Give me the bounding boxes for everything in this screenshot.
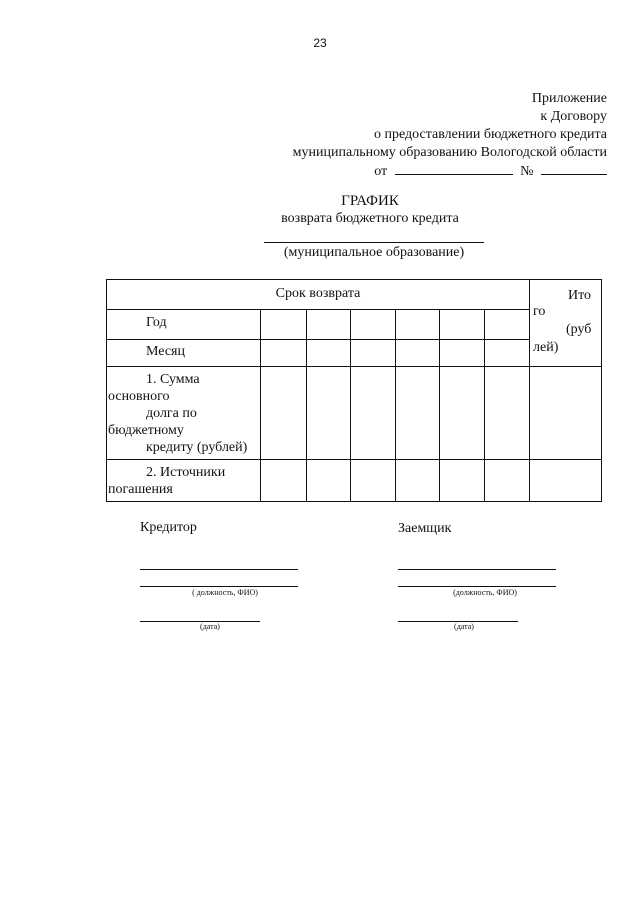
row-label-principal-4: бюджетному	[108, 423, 184, 438]
annex-block	[293, 90, 607, 181]
borrower-position-caption: (должность, ФИО)	[453, 588, 517, 597]
municipality-caption: (муниципальное образование)	[283, 245, 465, 260]
row-label-principal-5: кредиту (рублей)	[146, 440, 248, 455]
annex-line-2: к Договору	[540, 109, 607, 124]
municipality-blank-line	[264, 242, 484, 243]
table-border-left	[106, 279, 107, 502]
table-border-bottom	[106, 501, 602, 502]
table-line-below-month	[106, 366, 602, 367]
annex-line-1: Приложение	[531, 91, 607, 106]
creditor-signature-line	[140, 569, 298, 570]
header-repayment-term: Срок возврата	[275, 286, 361, 301]
creditor-date-caption: (дата)	[200, 622, 220, 631]
table-border-right	[601, 279, 602, 502]
date-blank	[395, 162, 513, 175]
repayment-schedule-table	[106, 279, 602, 503]
annex-line-date-number	[293, 162, 607, 181]
table-border-top	[106, 279, 602, 280]
row-label-principal-2: основного	[108, 389, 170, 404]
annex-line-4: муниципальному образованию Вологодской области	[292, 145, 607, 160]
header-total-part-1: Ито	[568, 288, 592, 303]
row-label-year: Год	[146, 315, 167, 330]
borrower-label: Заемщик	[398, 521, 452, 536]
header-total-part-3: (руб	[566, 322, 592, 337]
creditor-label: Кредитор	[140, 520, 197, 535]
document-subtitle: возврата бюджетного кредита	[281, 211, 459, 226]
document-title: ГРАФИК	[341, 193, 399, 209]
header-total-part-2: го	[533, 304, 546, 319]
table-line-below-principal	[106, 459, 602, 460]
borrower-position-line	[398, 586, 556, 587]
table-line-label-column	[260, 309, 261, 502]
table-line-period-2	[350, 309, 351, 502]
table-line-below-year	[106, 339, 530, 340]
page-number: 23	[313, 36, 327, 50]
borrower-date-caption: (дата)	[454, 622, 474, 631]
row-label-principal-3: долга по	[146, 406, 197, 421]
table-line-period-1	[306, 309, 307, 502]
creditor-position-line	[140, 586, 298, 587]
borrower-signature-line	[398, 569, 556, 570]
table-line-below-header	[106, 309, 530, 310]
row-label-sources-2: погашения	[108, 482, 173, 497]
row-label-month: Месяц	[146, 344, 185, 359]
table-line-total-left	[529, 279, 530, 502]
table-line-period-3	[395, 309, 396, 502]
creditor-position-caption: ( должность, ФИО)	[192, 588, 258, 597]
header-total-part-4: лей)	[533, 340, 559, 355]
number-blank	[541, 162, 607, 175]
row-label-principal-1: 1. Сумма	[146, 372, 200, 387]
number-label: №	[520, 164, 534, 179]
table-line-period-4	[439, 309, 440, 502]
table-line-period-5	[484, 309, 485, 502]
row-label-sources-1: 2. Источники	[146, 465, 226, 480]
annex-line-3: о предоставлении бюджетного кредита	[374, 127, 607, 142]
from-label: от	[374, 164, 388, 179]
